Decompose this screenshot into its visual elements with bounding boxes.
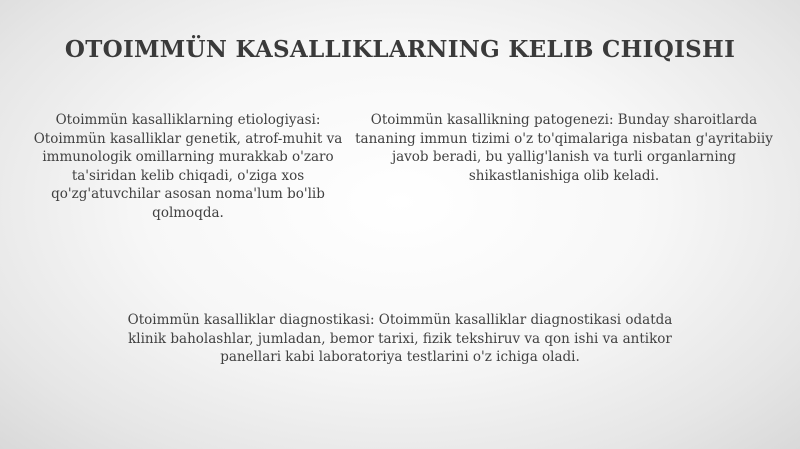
pathogenesis-text: Otoimmün kasallikning patogenezi: Bunday sharoitlarda tananing immun tizimi o'z to'qimalariga nisbatan g'ayritabiiy javob beradi, bu yallig'lanish va turli organlarning shikastlanishiga olib keladi. — [355, 112, 773, 184]
slide-title: OTOIMMÜN KASALLIKLARNING KELIB CHIQISHI — [64, 36, 736, 63]
etiology-text: Otoimmün kasalliklarning etiologiyasi: Otoimmün kasalliklar genetik, atrof-muhit va immunologik omillarning murakkab o'zaro ta'siridan kelib chiqadi, o'ziga xos qo'zg'atuvchilar asosan noma'lum bo'lib qolmoqda. — [33, 112, 343, 221]
diagnostics-text: Otoimmün kasalliklar diagnostikasi: Otoimmün kasalliklar diagnostikasi odatda klinik baholashlar, jumladan, bemor tarixi, fizik tekshiruv va qon ishi va antikor panellari kabi laboratoriya testlarini o'z ichiga oladi. — [127, 312, 673, 366]
